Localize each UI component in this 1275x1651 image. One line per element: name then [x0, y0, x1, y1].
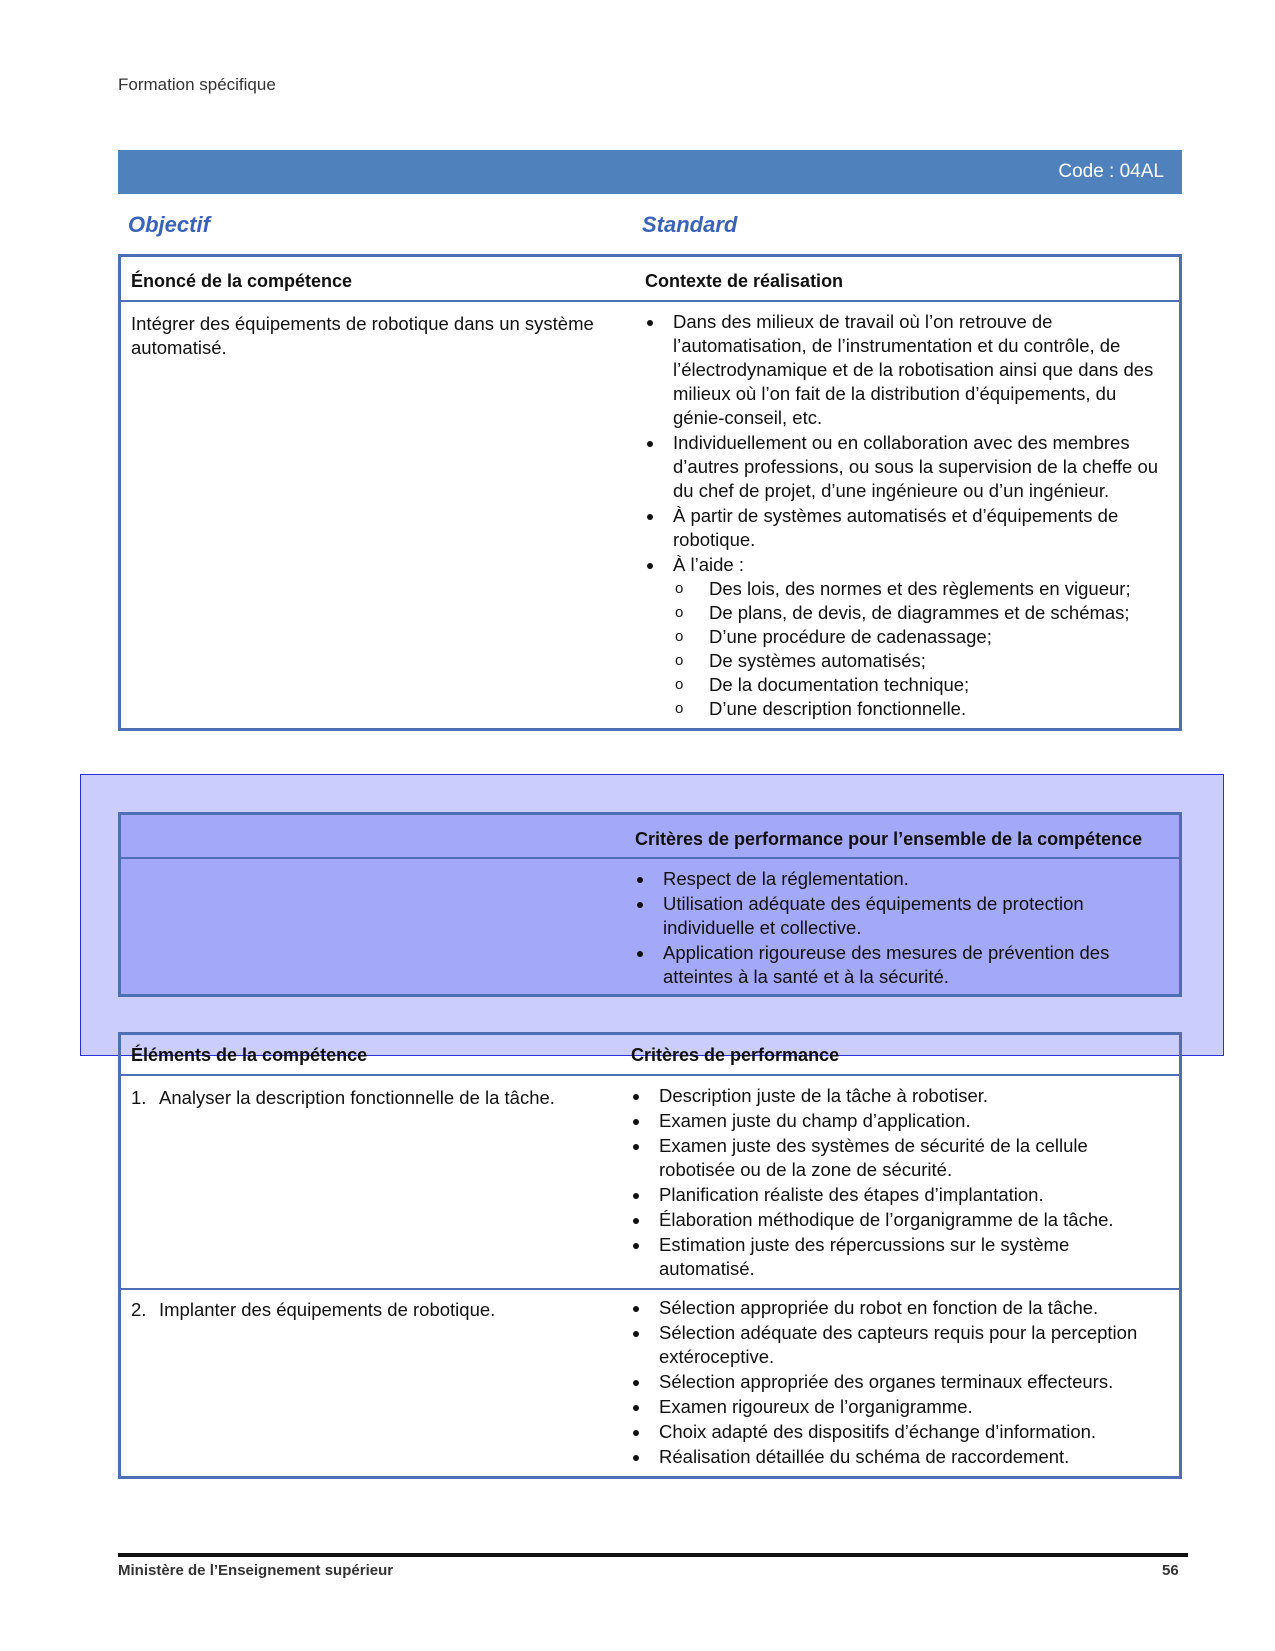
- list-item: Réalisation détaillée du schéma de raccordement.: [631, 1445, 1169, 1469]
- elements-table: [118, 1032, 1182, 1479]
- context-header: Contexte de réalisation: [645, 271, 844, 291]
- table-header-row: [120, 1034, 1181, 1076]
- element-label: Implanter des équipements de robotique.: [159, 1299, 496, 1320]
- table-row: [120, 1075, 1181, 1289]
- element-label: Analyser la description fonctionnelle de la tâche.: [159, 1087, 555, 1108]
- global-criteria-table: [118, 812, 1182, 997]
- list-item: À partir de systèmes automatisés et d’équipements de robotique.: [645, 504, 1165, 552]
- list-item: [645, 553, 1165, 721]
- list-item: Examen rigoureux de l’organigramme.: [631, 1395, 1169, 1419]
- elements-header: Éléments de la compétence: [131, 1045, 368, 1065]
- list-item: Estimation juste des répercussions sur le système automatisé.: [631, 1233, 1169, 1281]
- aids-label: À l’aide :: [673, 554, 744, 575]
- list-item: o D’une description fonctionnelle.: [673, 697, 1165, 721]
- list-item: Individuellement ou en collaboration avec des membres d’autres professions, ou sous la supervision de la cheffe ou du chef de projet, d’une ingénieure ou d’un ingénieur.: [645, 431, 1165, 503]
- list-item: Description juste de la tâche à robotiser.: [631, 1084, 1169, 1108]
- page-number: 56: [1162, 1562, 1179, 1579]
- empty-cell: [120, 858, 632, 996]
- table-header-row: [120, 814, 1181, 859]
- criteria-list: [631, 1084, 1169, 1281]
- section-header: Formation spécifique: [118, 75, 276, 94]
- objective-heading: Objectif: [128, 212, 210, 237]
- context-cell: [631, 301, 1181, 730]
- element-number: 1.: [131, 1087, 147, 1108]
- list-item: o De systèmes automatisés;: [673, 649, 1165, 673]
- criteria-list: [631, 1296, 1169, 1469]
- list-item: Sélection appropriée des organes terminaux effecteurs.: [631, 1370, 1169, 1394]
- element-cell: [120, 1289, 622, 1478]
- list-item: Dans des milieux de travail où l’on retrouve de l’automatisation, de l’instrumentation et du contrôle, de l’électrodynamique et de la robotisation ainsi que dans des milieux où l’on fait de la distribution d’équipements, du génie-conseil, etc.: [645, 310, 1165, 430]
- list-item: Sélection appropriée du robot en fonction de la tâche.: [631, 1296, 1169, 1320]
- aids-list: [673, 577, 1165, 721]
- competency-code: Code : 04AL: [1058, 161, 1164, 182]
- global-criteria-cell: [631, 858, 1181, 996]
- list-item: Choix adapté des dispositifs d’échange d’information.: [631, 1420, 1169, 1444]
- code-bar: [118, 150, 1182, 194]
- list-item: o Des lois, des normes et des règlements en vigueur;: [673, 577, 1165, 601]
- criteria-header: Critères de performance: [631, 1045, 840, 1065]
- list-item: Respect de la réglementation.: [635, 867, 1165, 891]
- list-item: Examen juste des systèmes de sécurité de la cellule robotisée ou de la zone de sécurité.: [631, 1134, 1169, 1182]
- criteria-cell: [621, 1075, 1181, 1289]
- list-item: Sélection adéquate des capteurs requis pour la perception extéroceptive.: [631, 1321, 1169, 1369]
- statement-header: Énoncé de la compétence: [131, 271, 353, 291]
- table-row: [120, 1289, 1181, 1478]
- element-number: 2.: [131, 1299, 147, 1320]
- list-item: o De plans, de devis, de diagrammes et de schémas;: [673, 601, 1165, 625]
- competency-table: [118, 254, 1182, 731]
- list-item: Utilisation adéquate des équipements de protection individuelle et collective.: [635, 892, 1165, 940]
- footer-rule: [118, 1553, 1188, 1557]
- context-list: [645, 310, 1165, 721]
- standard-heading: Standard: [642, 212, 738, 237]
- list-item: o D’une procédure de cadenassage;: [673, 625, 1165, 649]
- footer-ministry: Ministère de l’Enseignement supérieur: [118, 1562, 394, 1579]
- global-criteria-list: [635, 867, 1165, 989]
- competency-statement: Intégrer des équipements de robotique dans un système automatisé.: [120, 301, 632, 730]
- empty-cell: [120, 814, 632, 859]
- list-item: Élaboration méthodique de l’organigramme de la tâche.: [631, 1208, 1169, 1232]
- table-header-row: [120, 256, 1181, 302]
- table-row: [120, 301, 1181, 730]
- list-item: Examen juste du champ d’application.: [631, 1109, 1169, 1133]
- element-cell: [120, 1075, 622, 1289]
- criteria-cell: [621, 1289, 1181, 1478]
- global-criteria-header: Critères de performance pour l’ensemble de la compétence: [635, 829, 1143, 849]
- table-row: [120, 858, 1181, 996]
- list-item: Application rigoureuse des mesures de prévention des atteintes à la santé et à la sécurité.: [635, 941, 1165, 989]
- list-item: o De la documentation technique;: [673, 673, 1165, 697]
- list-item: Planification réaliste des étapes d’implantation.: [631, 1183, 1169, 1207]
